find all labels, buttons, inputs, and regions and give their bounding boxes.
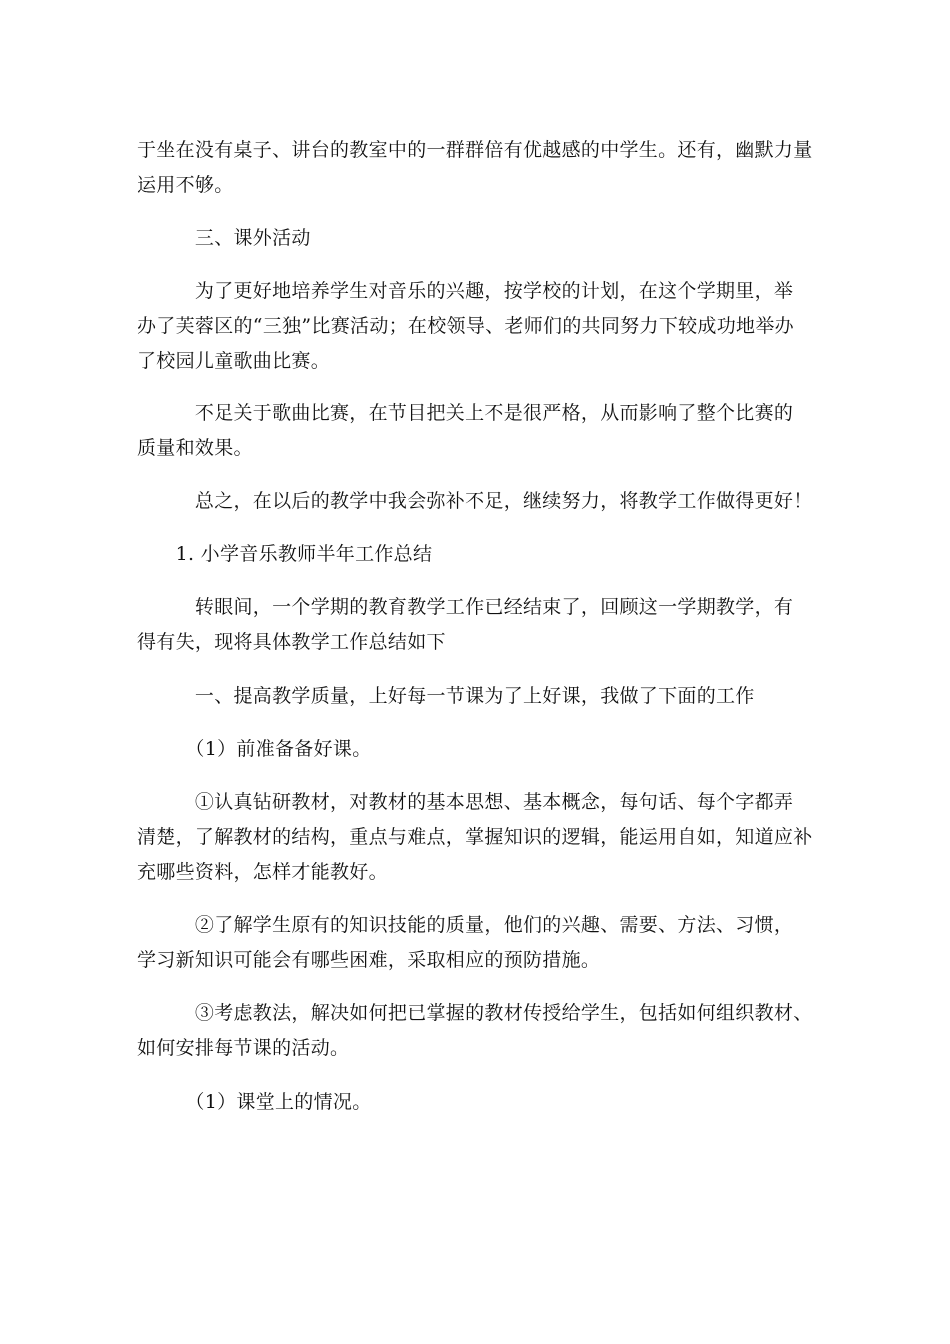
text-line: 三、课外活动 (137, 227, 311, 249)
section-heading-quality (137, 679, 817, 714)
text-line: 一、提高教学质量，上好每一节课为了上好课，我做了下面的工作 (137, 685, 755, 707)
text-line: ②了解学生原有的知识技能的质量，他们的兴趣、需要、方法、习惯， (137, 914, 794, 936)
section-heading-extracurricular (137, 221, 817, 256)
paragraph-p3 (137, 274, 817, 379)
paragraph-p4 (137, 396, 817, 466)
text-line: 总之，在以后的教学中我会弥补不足，继续努力，将教学工作做得更好！ (137, 490, 813, 512)
text-line: 运用不够。 (137, 174, 234, 196)
text-line: 充哪些资料，怎样才能教好。 (137, 861, 388, 883)
text-line: 于坐在没有桌子、讲台的教室中的一群群倍有优越感的中学生。还有，幽默力量 (137, 139, 813, 161)
paragraph-p10 (137, 785, 817, 890)
heading-summary-title (137, 537, 817, 572)
text-line: 如何安排每节课的活动。 (137, 1037, 350, 1059)
subheading-classroom (137, 1085, 817, 1120)
text-line: 转眼间，一个学期的教育教学工作已经结束了，回顾这一学期教学，有 (137, 596, 794, 618)
text-line: 1. 小学音乐教师半年工作总结 (137, 543, 433, 565)
text-line: 了校园儿童歌曲比赛。 (137, 350, 331, 372)
paragraph-p1 (137, 133, 817, 203)
text-line: 清楚，了解教材的结构，重点与难点，掌握知识的逻辑，能运用自如，知道应补 (137, 826, 813, 848)
text-line: ③考虑教法，解决如何把已掌握的教材传授给学生，包括如何组织教材、 (137, 1002, 813, 1024)
text-line: ①认真钻研教材，对教材的基本思想、基本概念，每句话、每个字都弄 (137, 791, 794, 813)
paragraph-p7 (137, 590, 817, 660)
text-line: 学习新知识可能会有哪些困难，采取相应的预防措施。 (137, 949, 601, 971)
text-line: 为了更好地培养学生对音乐的兴趣，按学校的计划，在这个学期里，举 (137, 280, 794, 302)
subheading-prepare (137, 732, 817, 767)
text-line: 办了芙蓉区的“三独”比赛活动；在校领导、老师们的共同努力下较成功地举办 (137, 315, 794, 337)
text-line: （1）前准备备好课。 (137, 738, 372, 760)
text-line: 质量和效果。 (137, 437, 253, 459)
paragraph-p5 (137, 484, 817, 519)
paragraph-p11 (137, 908, 817, 978)
text-line: （1）课堂上的情况。 (137, 1091, 372, 1113)
text-line: 得有失，现将具体教学工作总结如下 (137, 631, 446, 653)
paragraph-p12 (137, 996, 817, 1066)
text-line: 不足关于歌曲比赛，在节目把关上不是很严格，从而影响了整个比赛的 (137, 402, 794, 424)
